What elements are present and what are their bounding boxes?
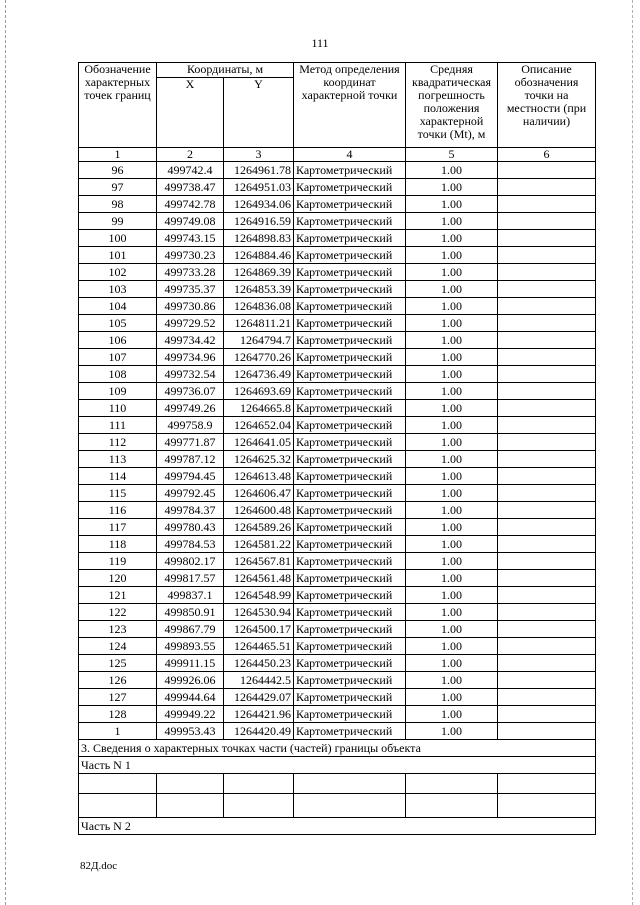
method-cell: Картометрический: [294, 723, 406, 740]
y-coordinate-cell: 1264693.69: [224, 383, 294, 400]
footer-filename: 82Д.doc: [80, 860, 118, 872]
method-cell: Картометрический: [294, 332, 406, 349]
point-number-cell: 98: [79, 196, 157, 213]
point-number-cell: 120: [79, 570, 157, 587]
error-cell: 1.00: [406, 366, 498, 383]
x-coordinate-cell: 499742.78: [157, 196, 224, 213]
error-cell: 1.00: [406, 553, 498, 570]
description-cell: [498, 502, 596, 519]
x-coordinate-cell: 499792.45: [157, 485, 224, 502]
table-row: [79, 400, 596, 417]
y-coordinate-cell: 1264450.23: [224, 655, 294, 672]
point-number-cell: 100: [79, 230, 157, 247]
error-cell: 1.00: [406, 213, 498, 230]
description-cell: [498, 468, 596, 485]
point-number-cell: 112: [79, 434, 157, 451]
empty-cell: [224, 774, 294, 794]
point-number-cell: 103: [79, 281, 157, 298]
table-row: [79, 536, 596, 553]
method-cell: Картометрический: [294, 587, 406, 604]
method-cell: Картометрический: [294, 536, 406, 553]
x-coordinate-cell: 499949.22: [157, 706, 224, 723]
description-cell: [498, 162, 596, 179]
table-row: [79, 417, 596, 434]
y-coordinate-cell: 1264652.04: [224, 417, 294, 434]
part-2-label: Часть N 2: [79, 818, 596, 835]
point-number-cell: 110: [79, 400, 157, 417]
x-coordinate-cell: 499944.64: [157, 689, 224, 706]
header-y: Y: [224, 78, 294, 148]
error-cell: 1.00: [406, 196, 498, 213]
x-coordinate-cell: 499784.53: [157, 536, 224, 553]
table-row: [79, 264, 596, 281]
method-cell: Картометрический: [294, 196, 406, 213]
point-number-cell: 108: [79, 366, 157, 383]
x-coordinate-cell: 499734.42: [157, 332, 224, 349]
part-2-label-row: [79, 818, 596, 835]
x-coordinate-cell: 499743.15: [157, 230, 224, 247]
x-coordinate-cell: 499729.52: [157, 315, 224, 332]
error-cell: 1.00: [406, 485, 498, 502]
table-row: [79, 383, 596, 400]
description-cell: [498, 247, 596, 264]
column-number: 4: [294, 148, 406, 162]
y-coordinate-cell: 1264961.78: [224, 162, 294, 179]
scan-edge-right: [632, 0, 634, 905]
error-cell: 1.00: [406, 604, 498, 621]
y-coordinate-cell: 1264665.8: [224, 400, 294, 417]
method-cell: Картометрический: [294, 672, 406, 689]
table-row: [79, 638, 596, 655]
point-number-cell: 119: [79, 553, 157, 570]
description-cell: [498, 366, 596, 383]
table-row: [79, 621, 596, 638]
table-row: [79, 332, 596, 349]
description-cell: [498, 655, 596, 672]
error-cell: 1.00: [406, 298, 498, 315]
table-row: [79, 502, 596, 519]
table-row: [79, 196, 596, 213]
description-cell: [498, 706, 596, 723]
table-row: [79, 553, 596, 570]
point-number-cell: 104: [79, 298, 157, 315]
x-coordinate-cell: 499771.87: [157, 434, 224, 451]
description-cell: [498, 587, 596, 604]
x-coordinate-cell: 499733.28: [157, 264, 224, 281]
error-cell: 1.00: [406, 332, 498, 349]
method-cell: Картометрический: [294, 434, 406, 451]
method-cell: Картометрический: [294, 689, 406, 706]
point-number-cell: 127: [79, 689, 157, 706]
x-coordinate-cell: 499730.23: [157, 247, 224, 264]
x-coordinate-cell: 499734.96: [157, 349, 224, 366]
error-cell: 1.00: [406, 468, 498, 485]
error-cell: 1.00: [406, 706, 498, 723]
error-cell: 1.00: [406, 570, 498, 587]
column-number: 1: [79, 148, 157, 162]
error-cell: 1.00: [406, 349, 498, 366]
x-coordinate-cell: 499736.07: [157, 383, 224, 400]
description-cell: [498, 570, 596, 587]
error-cell: 1.00: [406, 723, 498, 740]
x-coordinate-cell: 499817.57: [157, 570, 224, 587]
column-number: 2: [157, 148, 224, 162]
description-cell: [498, 298, 596, 315]
x-coordinate-cell: 499926.06: [157, 672, 224, 689]
description-cell: [498, 553, 596, 570]
empty-cell: [498, 774, 596, 794]
x-coordinate-cell: 499732.54: [157, 366, 224, 383]
y-coordinate-cell: 1264606.47: [224, 485, 294, 502]
point-number-cell: 109: [79, 383, 157, 400]
point-number-cell: 123: [79, 621, 157, 638]
description-cell: [498, 621, 596, 638]
y-coordinate-cell: 1264951.03: [224, 179, 294, 196]
y-coordinate-cell: 1264530.94: [224, 604, 294, 621]
method-cell: Картометрический: [294, 519, 406, 536]
table-row: [79, 247, 596, 264]
description-cell: [498, 349, 596, 366]
method-cell: Картометрический: [294, 417, 406, 434]
table-row: [79, 485, 596, 502]
x-coordinate-cell: 499749.08: [157, 213, 224, 230]
y-coordinate-cell: 1264811.21: [224, 315, 294, 332]
empty-row: [79, 774, 596, 794]
point-number-cell: 96: [79, 162, 157, 179]
empty-cell: [79, 794, 157, 818]
description-cell: [498, 400, 596, 417]
method-cell: Картометрический: [294, 179, 406, 196]
error-cell: 1.00: [406, 638, 498, 655]
point-number-cell: 113: [79, 451, 157, 468]
y-coordinate-cell: 1264869.39: [224, 264, 294, 281]
description-cell: [498, 315, 596, 332]
description-cell: [498, 519, 596, 536]
description-cell: [498, 196, 596, 213]
error-cell: 1.00: [406, 672, 498, 689]
error-cell: 1.00: [406, 502, 498, 519]
x-coordinate-cell: 499867.79: [157, 621, 224, 638]
method-cell: Картометрический: [294, 638, 406, 655]
point-number-cell: 106: [79, 332, 157, 349]
x-coordinate-cell: 499787.12: [157, 451, 224, 468]
description-cell: [498, 417, 596, 434]
x-coordinate-cell: 499953.43: [157, 723, 224, 740]
method-cell: Картометрический: [294, 349, 406, 366]
point-number-cell: 124: [79, 638, 157, 655]
method-cell: Картометрический: [294, 247, 406, 264]
x-coordinate-cell: 499749.26: [157, 400, 224, 417]
method-cell: Картометрический: [294, 502, 406, 519]
description-cell: [498, 451, 596, 468]
x-coordinate-cell: 499837.1: [157, 587, 224, 604]
y-coordinate-cell: 1264898.83: [224, 230, 294, 247]
y-coordinate-cell: 1264736.49: [224, 366, 294, 383]
x-coordinate-cell: 499850.91: [157, 604, 224, 621]
table-row: [79, 349, 596, 366]
description-cell: [498, 332, 596, 349]
empty-cell: [79, 774, 157, 794]
error-cell: 1.00: [406, 434, 498, 451]
description-cell: [498, 604, 596, 621]
y-coordinate-cell: 1264429.07: [224, 689, 294, 706]
description-cell: [498, 179, 596, 196]
method-cell: Картометрический: [294, 315, 406, 332]
table-row: [79, 366, 596, 383]
table-row: [79, 604, 596, 621]
point-number-cell: 1: [79, 723, 157, 740]
y-coordinate-cell: 1264465.51: [224, 638, 294, 655]
point-number-cell: 122: [79, 604, 157, 621]
table-row: [79, 672, 596, 689]
point-number-cell: 115: [79, 485, 157, 502]
header-point-designation: Обозначение характерных точек границ: [79, 63, 157, 148]
y-coordinate-cell: 1264853.39: [224, 281, 294, 298]
error-cell: 1.00: [406, 264, 498, 281]
x-coordinate-cell: 499911.15: [157, 655, 224, 672]
error-cell: 1.00: [406, 519, 498, 536]
header-method: Метод определения координат характерной точки: [294, 63, 406, 148]
column-number: 3: [224, 148, 294, 162]
point-number-cell: 107: [79, 349, 157, 366]
x-coordinate-cell: 499735.37: [157, 281, 224, 298]
x-coordinate-cell: 499758.9: [157, 417, 224, 434]
table-row: [79, 451, 596, 468]
error-cell: 1.00: [406, 587, 498, 604]
table-row: [79, 655, 596, 672]
x-coordinate-cell: 499794.45: [157, 468, 224, 485]
empty-row: [79, 794, 596, 818]
description-cell: [498, 264, 596, 281]
x-coordinate-cell: 499784.37: [157, 502, 224, 519]
method-cell: Картометрический: [294, 485, 406, 502]
y-coordinate-cell: 1264641.05: [224, 434, 294, 451]
page-number: 111: [311, 36, 329, 50]
method-cell: Картометрический: [294, 621, 406, 638]
header-row-1: [79, 63, 596, 78]
description-cell: [498, 723, 596, 740]
table-row: [79, 519, 596, 536]
y-coordinate-cell: 1264916.59: [224, 213, 294, 230]
empty-cell: [406, 774, 498, 794]
boundary-points-table: [78, 62, 596, 835]
point-number-cell: 121: [79, 587, 157, 604]
error-cell: 1.00: [406, 230, 498, 247]
y-coordinate-cell: 1264589.26: [224, 519, 294, 536]
error-cell: 1.00: [406, 536, 498, 553]
description-cell: [498, 689, 596, 706]
point-number-cell: 101: [79, 247, 157, 264]
point-number-cell: 102: [79, 264, 157, 281]
table-row: [79, 162, 596, 179]
x-coordinate-cell: 499738.47: [157, 179, 224, 196]
y-coordinate-cell: 1264770.26: [224, 349, 294, 366]
method-cell: Картометрический: [294, 570, 406, 587]
table-row: [79, 281, 596, 298]
y-coordinate-cell: 1264421.96: [224, 706, 294, 723]
column-number-row: [79, 148, 596, 162]
y-coordinate-cell: 1264600.48: [224, 502, 294, 519]
method-cell: Картометрический: [294, 213, 406, 230]
description-cell: [498, 281, 596, 298]
point-number-cell: 128: [79, 706, 157, 723]
point-number-cell: 105: [79, 315, 157, 332]
column-number: 5: [406, 148, 498, 162]
table-row: [79, 570, 596, 587]
description-cell: [498, 536, 596, 553]
method-cell: Картометрический: [294, 451, 406, 468]
table-row: [79, 230, 596, 247]
x-coordinate-cell: 499730.86: [157, 298, 224, 315]
point-number-cell: 114: [79, 468, 157, 485]
error-cell: 1.00: [406, 162, 498, 179]
point-number-cell: 126: [79, 672, 157, 689]
empty-cell: [498, 794, 596, 818]
description-cell: [498, 638, 596, 655]
error-cell: 1.00: [406, 621, 498, 638]
header-x: X: [157, 78, 224, 148]
y-coordinate-cell: 1264613.48: [224, 468, 294, 485]
table-row: [79, 434, 596, 451]
y-coordinate-cell: 1264836.08: [224, 298, 294, 315]
point-number-cell: 97: [79, 179, 157, 196]
method-cell: Картометрический: [294, 383, 406, 400]
x-coordinate-cell: 499802.17: [157, 553, 224, 570]
y-coordinate-cell: 1264581.22: [224, 536, 294, 553]
method-cell: Картометрический: [294, 706, 406, 723]
y-coordinate-cell: 1264934.06: [224, 196, 294, 213]
empty-cell: [157, 774, 224, 794]
table-row: [79, 298, 596, 315]
table-row: [79, 689, 596, 706]
error-cell: 1.00: [406, 315, 498, 332]
description-cell: [498, 672, 596, 689]
y-coordinate-cell: 1264567.81: [224, 553, 294, 570]
y-coordinate-cell: 1264561.48: [224, 570, 294, 587]
empty-cell: [224, 794, 294, 818]
error-cell: 1.00: [406, 247, 498, 264]
y-coordinate-cell: 1264548.99: [224, 587, 294, 604]
method-cell: Картометрический: [294, 468, 406, 485]
table-row: [79, 587, 596, 604]
method-cell: Картометрический: [294, 281, 406, 298]
y-coordinate-cell: 1264442.5: [224, 672, 294, 689]
table-row: [79, 315, 596, 332]
table-row: [79, 179, 596, 196]
description-cell: [498, 485, 596, 502]
method-cell: Картометрический: [294, 264, 406, 281]
error-cell: 1.00: [406, 655, 498, 672]
error-cell: 1.00: [406, 383, 498, 400]
description-cell: [498, 434, 596, 451]
error-cell: 1.00: [406, 417, 498, 434]
point-number-cell: 99: [79, 213, 157, 230]
header-mean-error: Средняя квадратическая погрешность положения характерной точки (Mt), м: [406, 63, 498, 148]
point-number-cell: 118: [79, 536, 157, 553]
x-coordinate-cell: 499780.43: [157, 519, 224, 536]
method-cell: Картометрический: [294, 604, 406, 621]
part-1-label-row: [79, 757, 596, 774]
method-cell: Картометрический: [294, 230, 406, 247]
column-number: 6: [498, 148, 596, 162]
method-cell: Картометрический: [294, 400, 406, 417]
header-description: Описание обозначения точки на местности (при наличии): [498, 63, 596, 148]
table-row: [79, 213, 596, 230]
section-3-title: 3. Сведения о характерных точках части (частей) границы объекта: [79, 740, 596, 757]
part-1-label: Часть N 1: [79, 757, 596, 774]
error-cell: 1.00: [406, 689, 498, 706]
point-number-cell: 111: [79, 417, 157, 434]
section-3-title-row: [79, 740, 596, 757]
description-cell: [498, 383, 596, 400]
error-cell: 1.00: [406, 400, 498, 417]
y-coordinate-cell: 1264420.49: [224, 723, 294, 740]
description-cell: [498, 230, 596, 247]
header-coordinates: Координаты, м: [157, 63, 294, 78]
x-coordinate-cell: 499893.55: [157, 638, 224, 655]
y-coordinate-cell: 1264884.46: [224, 247, 294, 264]
y-coordinate-cell: 1264500.17: [224, 621, 294, 638]
point-number-cell: 116: [79, 502, 157, 519]
method-cell: Картометрический: [294, 553, 406, 570]
y-coordinate-cell: 1264794.7: [224, 332, 294, 349]
table-row: [79, 723, 596, 740]
x-coordinate-cell: 499742.4: [157, 162, 224, 179]
error-cell: 1.00: [406, 451, 498, 468]
error-cell: 1.00: [406, 281, 498, 298]
table-row: [79, 468, 596, 485]
scan-edge-left: [5, 0, 7, 905]
method-cell: Картометрический: [294, 655, 406, 672]
empty-cell: [294, 774, 406, 794]
error-cell: 1.00: [406, 179, 498, 196]
empty-cell: [294, 794, 406, 818]
description-cell: [498, 213, 596, 230]
point-number-cell: 125: [79, 655, 157, 672]
y-coordinate-cell: 1264625.32: [224, 451, 294, 468]
table-row: [79, 706, 596, 723]
method-cell: Картометрический: [294, 366, 406, 383]
method-cell: Картометрический: [294, 162, 406, 179]
empty-cell: [406, 794, 498, 818]
empty-cell: [157, 794, 224, 818]
point-number-cell: 117: [79, 519, 157, 536]
method-cell: Картометрический: [294, 298, 406, 315]
